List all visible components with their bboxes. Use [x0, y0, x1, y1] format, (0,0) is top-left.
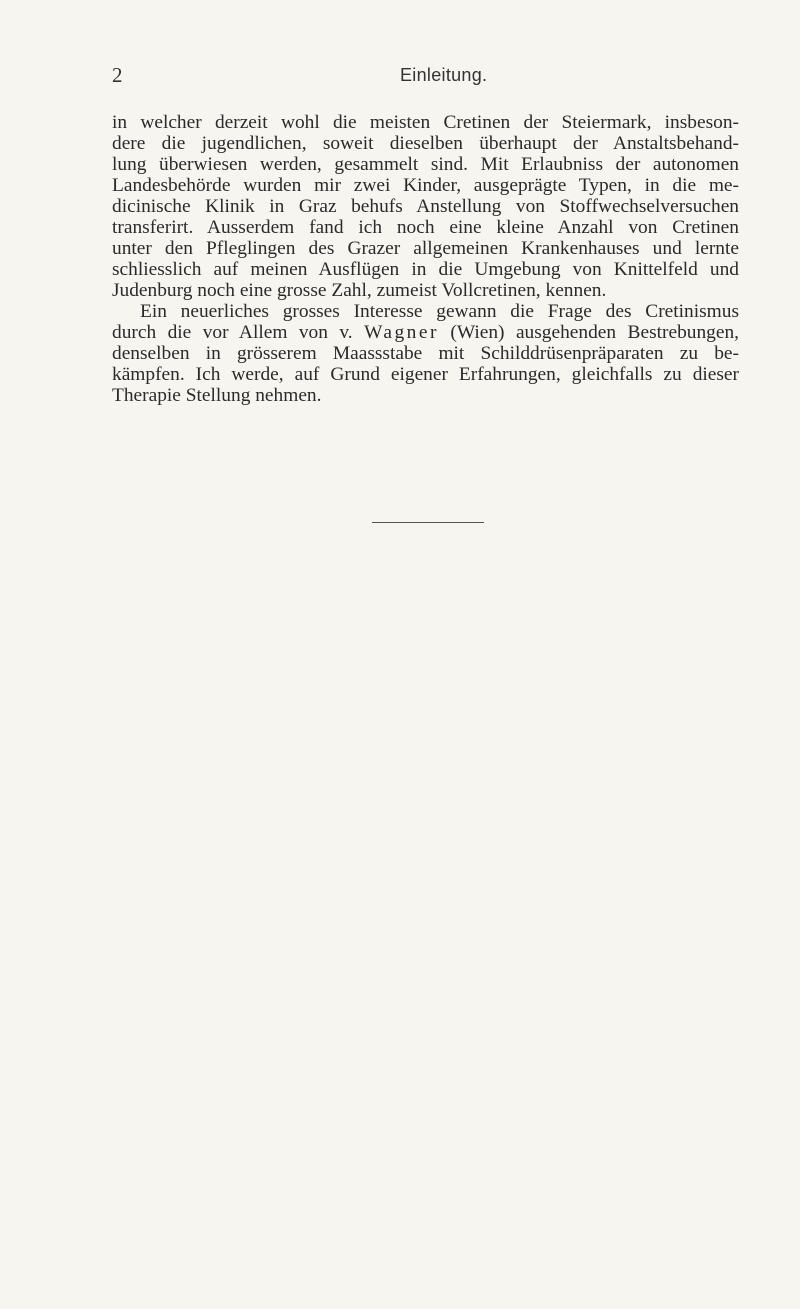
text-line	[112, 322, 739, 343]
author-name: Wagner	[364, 322, 439, 343]
paragraph	[112, 301, 739, 406]
body-text	[112, 112, 739, 406]
running-title: Einleitung.	[400, 65, 488, 85]
text-line: Judenburg noch eine grosse Zahl, zumeist Vollcretinen, kennen.	[112, 280, 607, 301]
text-fragment: (Wien) ausgehenden Bestrebungen,	[450, 322, 739, 343]
text-line: Landesbehörde wurden mir zwei Kinder, ausgeprägte Typen, in die me-	[112, 175, 739, 196]
text-line: kämpfen. Ich werde, auf Grund eigener Erfahrungen, gleichfalls zu dieser	[112, 364, 739, 385]
section-divider	[372, 522, 484, 523]
text-fragment: durch die vor Allem von v.	[112, 322, 353, 343]
text-line: dere die jugendlichen, soweit dieselben überhaupt der Anstaltsbehand-	[112, 133, 739, 154]
text-line: denselben in grösserem Maassstabe mit Schilddrüsenpräparaten zu be-	[112, 343, 739, 364]
text-line: unter den Pfleglingen des Grazer allgemeinen Krankenhauses und lernte	[112, 238, 739, 259]
page-number: 2	[112, 63, 123, 87]
paragraph	[112, 112, 739, 301]
text-line: Therapie Stellung nehmen.	[112, 385, 322, 406]
text-line: Ein neuerliches grosses Interesse gewann die Frage des Cretinismus	[140, 301, 739, 322]
text-line: schliesslich auf meinen Ausflügen in die Umgebung von Knittelfeld und	[112, 259, 739, 280]
text-line: lung überwiesen werden, gesammelt sind. Mit Erlaubniss der autonomen	[112, 154, 739, 175]
text-line: dicinische Klinik in Graz behufs Anstellung von Stoffwechselversuchen	[112, 196, 739, 217]
text-line: in welcher derzeit wohl die meisten Cretinen der Steiermark, insbeson-	[112, 112, 739, 133]
text-line: transferirt. Ausserdem fand ich noch eine kleine Anzahl von Cretinen	[112, 217, 739, 238]
